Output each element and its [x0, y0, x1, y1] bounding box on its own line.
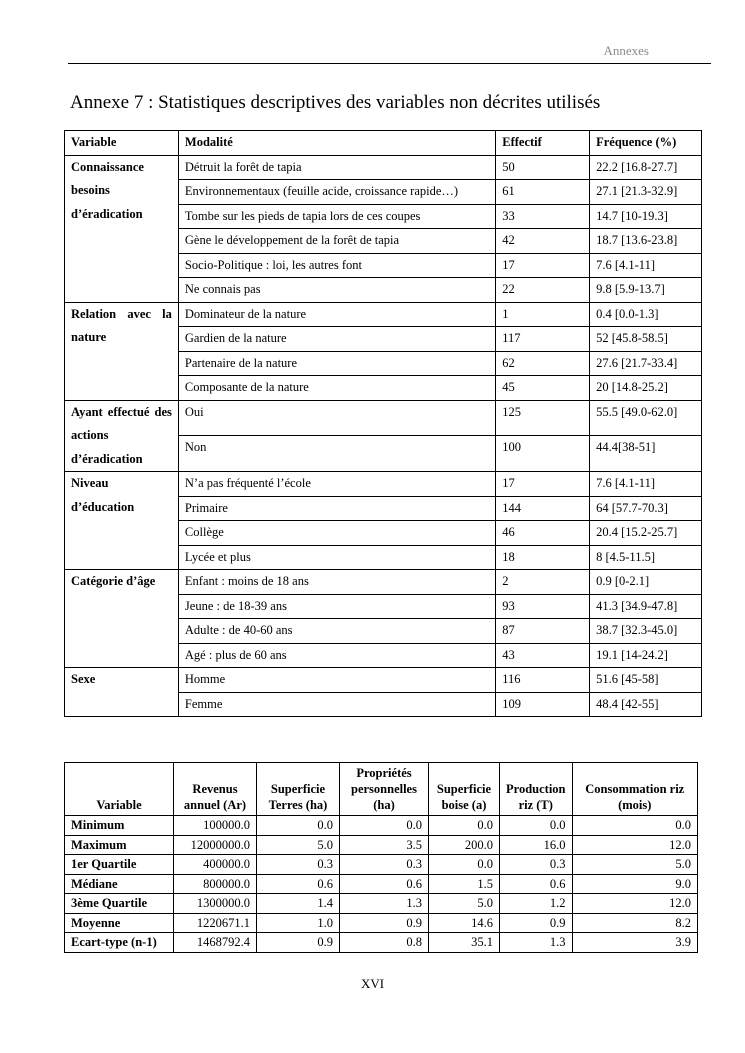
table-row: [65, 913, 698, 933]
column-header: Propriétés personnelles (ha): [340, 763, 429, 816]
modality-cell: N’a pas fréquenté l’école: [178, 472, 495, 497]
value-cell: 0.9: [340, 913, 429, 933]
frequency-cell: 27.1 [21.3-32.9]: [590, 180, 702, 205]
value-cell: 12.0: [572, 835, 698, 855]
value-cell: 3.5: [340, 835, 429, 855]
frequency-cell: 52 [45.8-58.5]: [590, 327, 702, 352]
value-cell: 1300000.0: [174, 894, 257, 914]
value-cell: 8.2: [572, 913, 698, 933]
value-cell: 0.3: [340, 855, 429, 875]
count-cell: 45: [496, 376, 590, 401]
column-header: Consommation riz (mois): [572, 763, 698, 816]
value-cell: 5.0: [572, 855, 698, 875]
table-row: [65, 816, 698, 836]
frequency-cell: 44.4[38-51]: [590, 436, 702, 472]
modality-cell: Détruit la forêt de tapia: [178, 155, 495, 180]
value-cell: 0.3: [257, 855, 340, 875]
table-row: [65, 668, 702, 693]
frequency-cell: 48.4 [42-55]: [590, 692, 702, 717]
value-cell: 0.6: [340, 874, 429, 894]
statistic-label-cell: Minimum: [65, 816, 174, 836]
value-cell: 14.6: [429, 913, 500, 933]
value-cell: 1.3: [500, 933, 573, 953]
value-cell: 0.0: [257, 816, 340, 836]
column-header: Variable: [65, 131, 179, 156]
frequency-cell: 9.8 [5.9-13.7]: [590, 278, 702, 303]
count-cell: 2: [496, 570, 590, 595]
value-cell: 16.0: [500, 835, 573, 855]
frequency-cell: 7.6 [4.1-11]: [590, 472, 702, 497]
frequency-cell: 27.6 [21.7-33.4]: [590, 351, 702, 376]
quantitative-summary-table: [64, 762, 698, 953]
count-cell: 93: [496, 594, 590, 619]
modality-cell: Femme: [178, 692, 495, 717]
column-header: Variable: [65, 763, 174, 816]
count-cell: 116: [496, 668, 590, 693]
value-cell: 12000000.0: [174, 835, 257, 855]
modality-cell: Oui: [178, 400, 495, 436]
count-cell: 22: [496, 278, 590, 303]
statistic-label-cell: Maximum: [65, 835, 174, 855]
count-cell: 109: [496, 692, 590, 717]
count-cell: 62: [496, 351, 590, 376]
value-cell: 0.0: [429, 816, 500, 836]
modality-cell: Enfant : moins de 18 ans: [178, 570, 495, 595]
modality-cell: Dominateur de la nature: [178, 302, 495, 327]
count-cell: 125: [496, 400, 590, 436]
modality-cell: Partenaire de la nature: [178, 351, 495, 376]
statistic-label-cell: 3ème Quartile: [65, 894, 174, 914]
column-header: Modalité: [178, 131, 495, 156]
column-header: Revenus annuel (Ar): [174, 763, 257, 816]
modality-cell: Collège: [178, 521, 495, 546]
frequency-cell: 41.3 [34.9-47.8]: [590, 594, 702, 619]
frequency-cell: 38.7 [32.3-45.0]: [590, 619, 702, 644]
modality-cell: Ne connais pas: [178, 278, 495, 303]
modality-cell: Gardien de la nature: [178, 327, 495, 352]
value-cell: 1220671.1: [174, 913, 257, 933]
modality-cell: Lycée et plus: [178, 545, 495, 570]
frequency-cell: 51.6 [45-58]: [590, 668, 702, 693]
statistic-label-cell: Médiane: [65, 874, 174, 894]
frequency-cell: 55.5 [49.0-62.0]: [590, 400, 702, 436]
modality-cell: Gène le développement de la forêt de tapia: [178, 229, 495, 254]
annex-title: Annexe 7 : Statistiques descriptives des variables non décrites utilisés: [70, 92, 601, 113]
count-cell: 18: [496, 545, 590, 570]
value-cell: 1.2: [500, 894, 573, 914]
value-cell: 0.8: [340, 933, 429, 953]
column-header: Effectif: [496, 131, 590, 156]
value-cell: 0.0: [500, 816, 573, 836]
value-cell: 12.0: [572, 894, 698, 914]
modality-cell: Primaire: [178, 496, 495, 521]
value-cell: 0.9: [257, 933, 340, 953]
running-header: Annexes: [603, 43, 649, 58]
variable-name-cell: Niveau d’éducation: [65, 472, 179, 570]
value-cell: 0.0: [572, 816, 698, 836]
value-cell: 800000.0: [174, 874, 257, 894]
table-row: [65, 155, 702, 180]
value-cell: 9.0: [572, 874, 698, 894]
table-row: [65, 400, 702, 436]
frequency-cell: 7.6 [4.1-11]: [590, 253, 702, 278]
value-cell: 100000.0: [174, 816, 257, 836]
table-header-row: [65, 131, 702, 156]
modality-cell: Tombe sur les pieds de tapia lors de ces coupes: [178, 204, 495, 229]
table-row: [65, 933, 698, 953]
frequency-cell: 0.4 [0.0-1.3]: [590, 302, 702, 327]
table-row: [65, 894, 698, 914]
variable-name-cell: Sexe: [65, 668, 179, 717]
value-cell: 400000.0: [174, 855, 257, 875]
table-row: [65, 472, 702, 497]
frequency-cell: 19.1 [14-24.2]: [590, 643, 702, 668]
value-cell: 0.3: [500, 855, 573, 875]
count-cell: 1: [496, 302, 590, 327]
value-cell: 0.0: [340, 816, 429, 836]
frequency-cell: 20 [14.8-25.2]: [590, 376, 702, 401]
page-number: XVI: [360, 976, 385, 991]
frequency-cell: 18.7 [13.6-23.8]: [590, 229, 702, 254]
statistic-label-cell: Moyenne: [65, 913, 174, 933]
value-cell: 1.0: [257, 913, 340, 933]
column-header: Superficie Terres (ha): [257, 763, 340, 816]
modality-cell: Composante de la nature: [178, 376, 495, 401]
table-header-row: [65, 763, 698, 816]
value-cell: 3.9: [572, 933, 698, 953]
count-cell: 144: [496, 496, 590, 521]
value-cell: 1.4: [257, 894, 340, 914]
modality-cell: Non: [178, 436, 495, 472]
value-cell: 1468792.4: [174, 933, 257, 953]
variable-name-cell: Relation avec la nature: [65, 302, 179, 400]
frequency-cell: 22.2 [16.8-27.7]: [590, 155, 702, 180]
statistic-label-cell: 1er Quartile: [65, 855, 174, 875]
categorical-variables-table: [64, 130, 702, 717]
modality-cell: Jeune : de 18-39 ans: [178, 594, 495, 619]
frequency-cell: 0.9 [0-2.1]: [590, 570, 702, 595]
table-row: [65, 302, 702, 327]
count-cell: 100: [496, 436, 590, 472]
modality-cell: Agé : plus de 60 ans: [178, 643, 495, 668]
count-cell: 43: [496, 643, 590, 668]
count-cell: 33: [496, 204, 590, 229]
frequency-cell: 20.4 [15.2-25.7]: [590, 521, 702, 546]
header-rule: [68, 63, 711, 64]
value-cell: 0.0: [429, 855, 500, 875]
count-cell: 46: [496, 521, 590, 546]
count-cell: 50: [496, 155, 590, 180]
count-cell: 117: [496, 327, 590, 352]
column-header: Fréquence (%): [590, 131, 702, 156]
count-cell: 17: [496, 253, 590, 278]
value-cell: 5.0: [257, 835, 340, 855]
column-header: Superficie boise (a): [429, 763, 500, 816]
value-cell: 0.6: [257, 874, 340, 894]
table-row: [65, 570, 702, 595]
modality-cell: Homme: [178, 668, 495, 693]
table-row: [65, 874, 698, 894]
value-cell: 35.1: [429, 933, 500, 953]
count-cell: 17: [496, 472, 590, 497]
count-cell: 87: [496, 619, 590, 644]
modality-cell: Adulte : de 40-60 ans: [178, 619, 495, 644]
value-cell: 1.3: [340, 894, 429, 914]
value-cell: 5.0: [429, 894, 500, 914]
statistic-label-cell: Ecart-type (n-1): [65, 933, 174, 953]
table-row: [65, 855, 698, 875]
table-row: [65, 835, 698, 855]
variable-name-cell: Connaissance besoins d’éradication: [65, 155, 179, 302]
value-cell: 1.5: [429, 874, 500, 894]
frequency-cell: 64 [57.7-70.3]: [590, 496, 702, 521]
column-header: Production riz (T): [500, 763, 573, 816]
variable-name-cell: Ayant effectué des actions d’éradication: [65, 400, 179, 472]
value-cell: 0.9: [500, 913, 573, 933]
value-cell: 200.0: [429, 835, 500, 855]
variable-name-cell: Catégorie d’âge: [65, 570, 179, 668]
count-cell: 61: [496, 180, 590, 205]
count-cell: 42: [496, 229, 590, 254]
value-cell: 0.6: [500, 874, 573, 894]
frequency-cell: 8 [4.5-11.5]: [590, 545, 702, 570]
frequency-cell: 14.7 [10-19.3]: [590, 204, 702, 229]
modality-cell: Environnementaux (feuille acide, croissance rapide…): [178, 180, 495, 205]
modality-cell: Socio-Politique : loi, les autres font: [178, 253, 495, 278]
